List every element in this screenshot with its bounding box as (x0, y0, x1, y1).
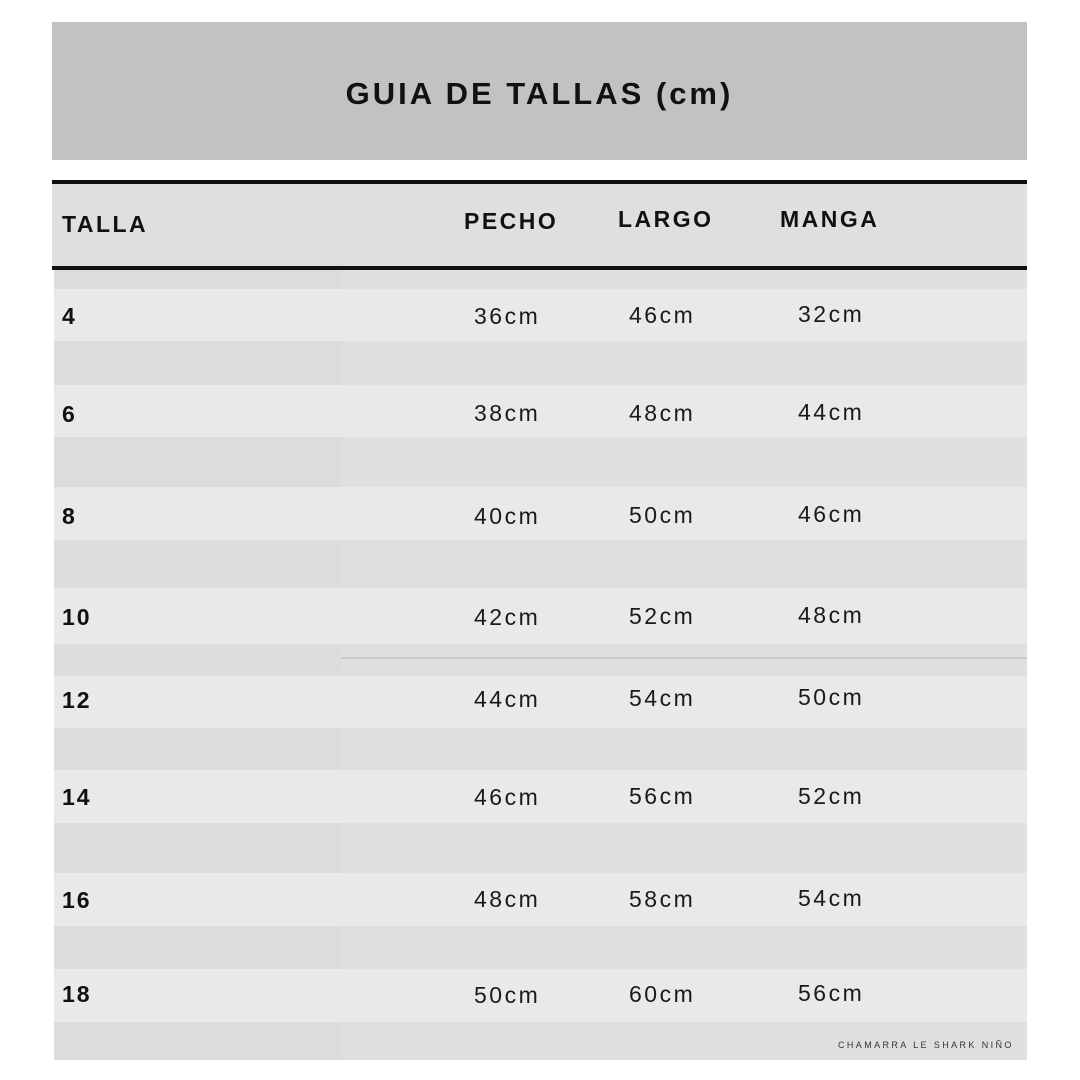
cell-largo: 58cm (629, 886, 696, 912)
table-row (54, 588, 1027, 644)
cell-largo: 60cm (629, 981, 696, 1007)
cell-pecho: 48cm (474, 886, 541, 912)
table-row (54, 969, 1027, 1022)
cell-talla: 4 (62, 303, 77, 329)
table-gap-row (54, 728, 1027, 770)
table-gap-row (54, 540, 1027, 588)
cell-manga: 32cm (798, 301, 865, 327)
table-row (54, 487, 1027, 540)
cell-pecho: 50cm (474, 982, 541, 1008)
header-talla: TALLA (62, 211, 149, 237)
footer-product-name: CHAMARRA LE SHARK NIÑO (838, 1040, 1014, 1050)
cell-manga: 46cm (798, 501, 865, 527)
cell-largo: 54cm (629, 685, 696, 711)
header-largo: LARGO (618, 206, 714, 232)
cell-manga: 50cm (798, 684, 865, 710)
cell-largo: 46cm (629, 302, 696, 328)
cell-manga: 44cm (798, 399, 865, 425)
table-gap-row (54, 644, 1027, 676)
cell-pecho: 36cm (474, 303, 541, 329)
cell-talla: 16 (62, 887, 92, 913)
cell-manga: 52cm (798, 783, 865, 809)
table-row (54, 385, 1027, 437)
cell-pecho: 40cm (474, 503, 541, 529)
cell-largo: 52cm (629, 603, 696, 629)
header-pecho: PECHO (464, 208, 559, 234)
cell-largo: 56cm (629, 783, 696, 809)
size-table-body (54, 270, 1027, 1060)
table-gap-row (54, 341, 1027, 385)
cell-pecho: 42cm (474, 604, 541, 630)
cell-talla: 6 (62, 401, 77, 427)
table-header-row (52, 180, 1027, 270)
header-manga: MANGA (780, 206, 880, 232)
cell-talla: 12 (62, 687, 92, 713)
cell-talla: 10 (62, 604, 92, 630)
table-row (54, 289, 1027, 341)
cell-pecho: 46cm (474, 784, 541, 810)
cell-manga: 56cm (798, 980, 865, 1006)
page-title: GUIA DE TALLAS (cm) (345, 76, 734, 111)
table-gap-row (54, 926, 1027, 969)
table-gap-row (54, 823, 1027, 873)
cell-largo: 48cm (629, 400, 696, 426)
table-row (54, 770, 1027, 823)
cell-talla: 18 (62, 981, 92, 1007)
table-row (54, 676, 1027, 728)
title-banner (52, 22, 1027, 160)
table-gap-row (54, 270, 1027, 289)
cell-talla: 14 (62, 784, 92, 810)
table-gap-row (54, 437, 1027, 487)
cell-talla: 8 (62, 503, 77, 529)
cell-manga: 48cm (798, 602, 865, 628)
cell-pecho: 44cm (474, 686, 541, 712)
cell-manga: 54cm (798, 885, 865, 911)
row-divider (342, 657, 1027, 659)
cell-pecho: 38cm (474, 400, 541, 426)
cell-largo: 50cm (629, 502, 696, 528)
table-row (54, 873, 1027, 926)
